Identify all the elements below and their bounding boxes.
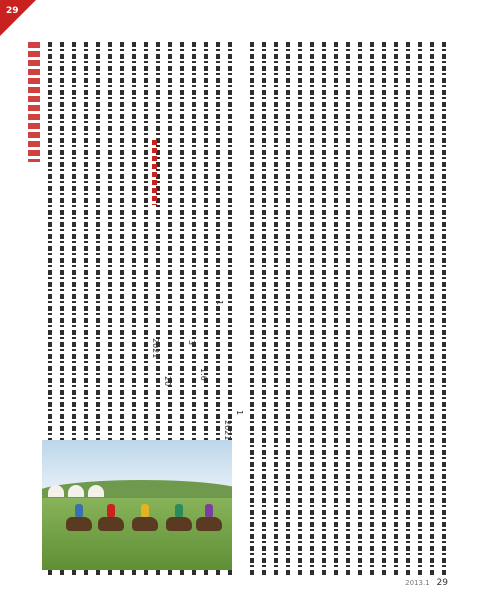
inline-number: 1	[215, 300, 224, 306]
inline-number: 2021	[151, 338, 160, 359]
inline-number: 1	[235, 410, 244, 416]
page-footer	[405, 578, 448, 588]
section-heading	[152, 140, 157, 205]
article-title	[28, 42, 40, 162]
page-number: 29	[436, 578, 448, 588]
inline-number: 2021	[223, 420, 232, 441]
horse-race-photo	[42, 440, 232, 570]
inline-number: 20	[163, 376, 172, 387]
issue-label: 2013.1	[405, 579, 430, 587]
corner-page-number: 29	[6, 6, 19, 16]
inline-number: 1.6	[199, 368, 208, 381]
inline-number: 3	[187, 340, 196, 346]
